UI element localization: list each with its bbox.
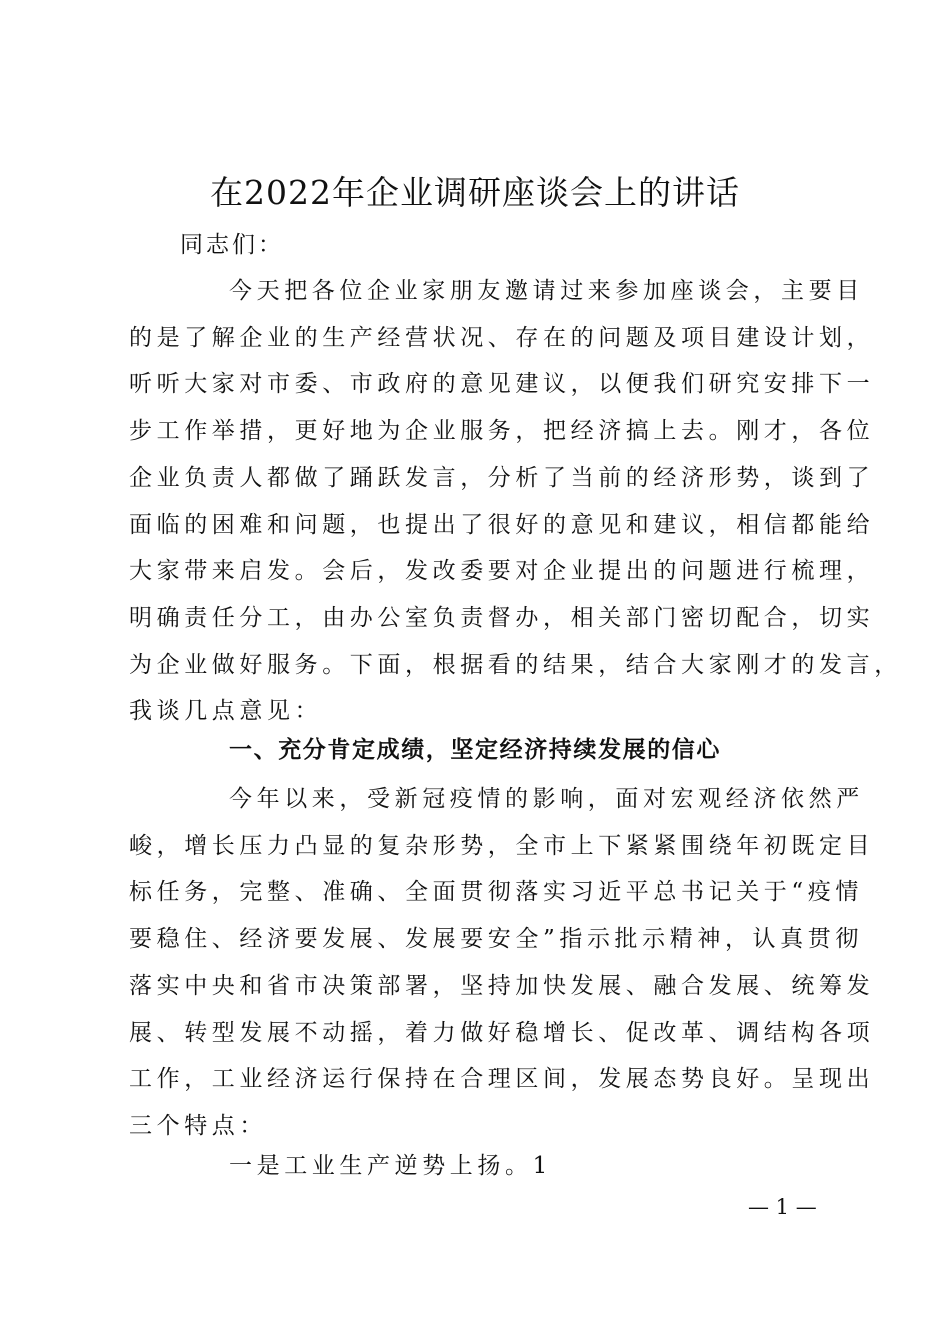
subpoint-heading: 一是工业生产逆势上扬。1 <box>229 1153 552 1179</box>
salutation: 同志们： <box>180 232 284 258</box>
paragraph-line: 我谈几点意见： <box>129 698 323 725</box>
section1-paragraph <box>129 776 875 1150</box>
paragraph-line: 企业负责人都做了踊跃发言，分析了当前的经济形势，谈到了 <box>129 464 875 491</box>
paragraph-line: 展、转型发展不动摇，着力做好稳增长、促改革、调结构各项 <box>129 1019 875 1046</box>
paragraph-line: 落实中央和省市决策部署，坚持加快发展、融合发展、统筹发 <box>129 972 875 999</box>
paragraph-line: 步工作举措，更好地为企业服务，把经济搞上去。刚才，各位 <box>129 418 875 445</box>
paragraph-line: 为企业做好服务。下面，根据看的结果，结合大家刚才的发言， <box>129 651 902 678</box>
page-number: — 1 — <box>748 1195 817 1219</box>
paragraph-line: 标任务，完整、准确、全面贯彻落实习近平总书记关于“疫情 <box>129 879 863 906</box>
document-title: 在2022年企业调研座谈会上的讲话 <box>210 173 740 212</box>
paragraph-line: 要稳住、经济要发展、发展要安全”指示批示精神，认真贯彻 <box>129 926 863 953</box>
paragraph-line: 大家带来启发。会后，发改委要对企业提出的问题进行梳理， <box>129 558 875 585</box>
paragraph-line: 峻，增长压力凸显的复杂形势，全市上下紧紧围绕年初既定目 <box>129 832 875 859</box>
paragraph-line: 三个特点： <box>129 1112 267 1139</box>
section-heading: 一、充分肯定成绩，坚定经济持续发展的信心 <box>229 737 721 763</box>
paragraph-line: 今年以来，受新冠疫情的影响，面对宏观经济依然严 <box>229 786 864 812</box>
paragraph-line: 今天把各位企业家朋友邀请过来参加座谈会，主要目 <box>229 278 864 304</box>
paragraph-line: 听听大家对市委、市政府的意见建议，以便我们研究安排下一 <box>129 371 875 398</box>
intro-paragraph <box>129 268 902 735</box>
paragraph-line: 的是了解企业的生产经营状况、存在的问题及项目建设计划， <box>129 324 875 351</box>
paragraph-line: 工作，工业经济运行保持在合理区间，发展态势良好。呈现出 <box>129 1066 875 1093</box>
paragraph-line: 明确责任分工，由办公室负责督办，相关部门密切配合，切实 <box>129 604 875 631</box>
paragraph-line: 面临的困难和问题，也提出了很好的意见和建议，相信都能给 <box>129 511 875 538</box>
